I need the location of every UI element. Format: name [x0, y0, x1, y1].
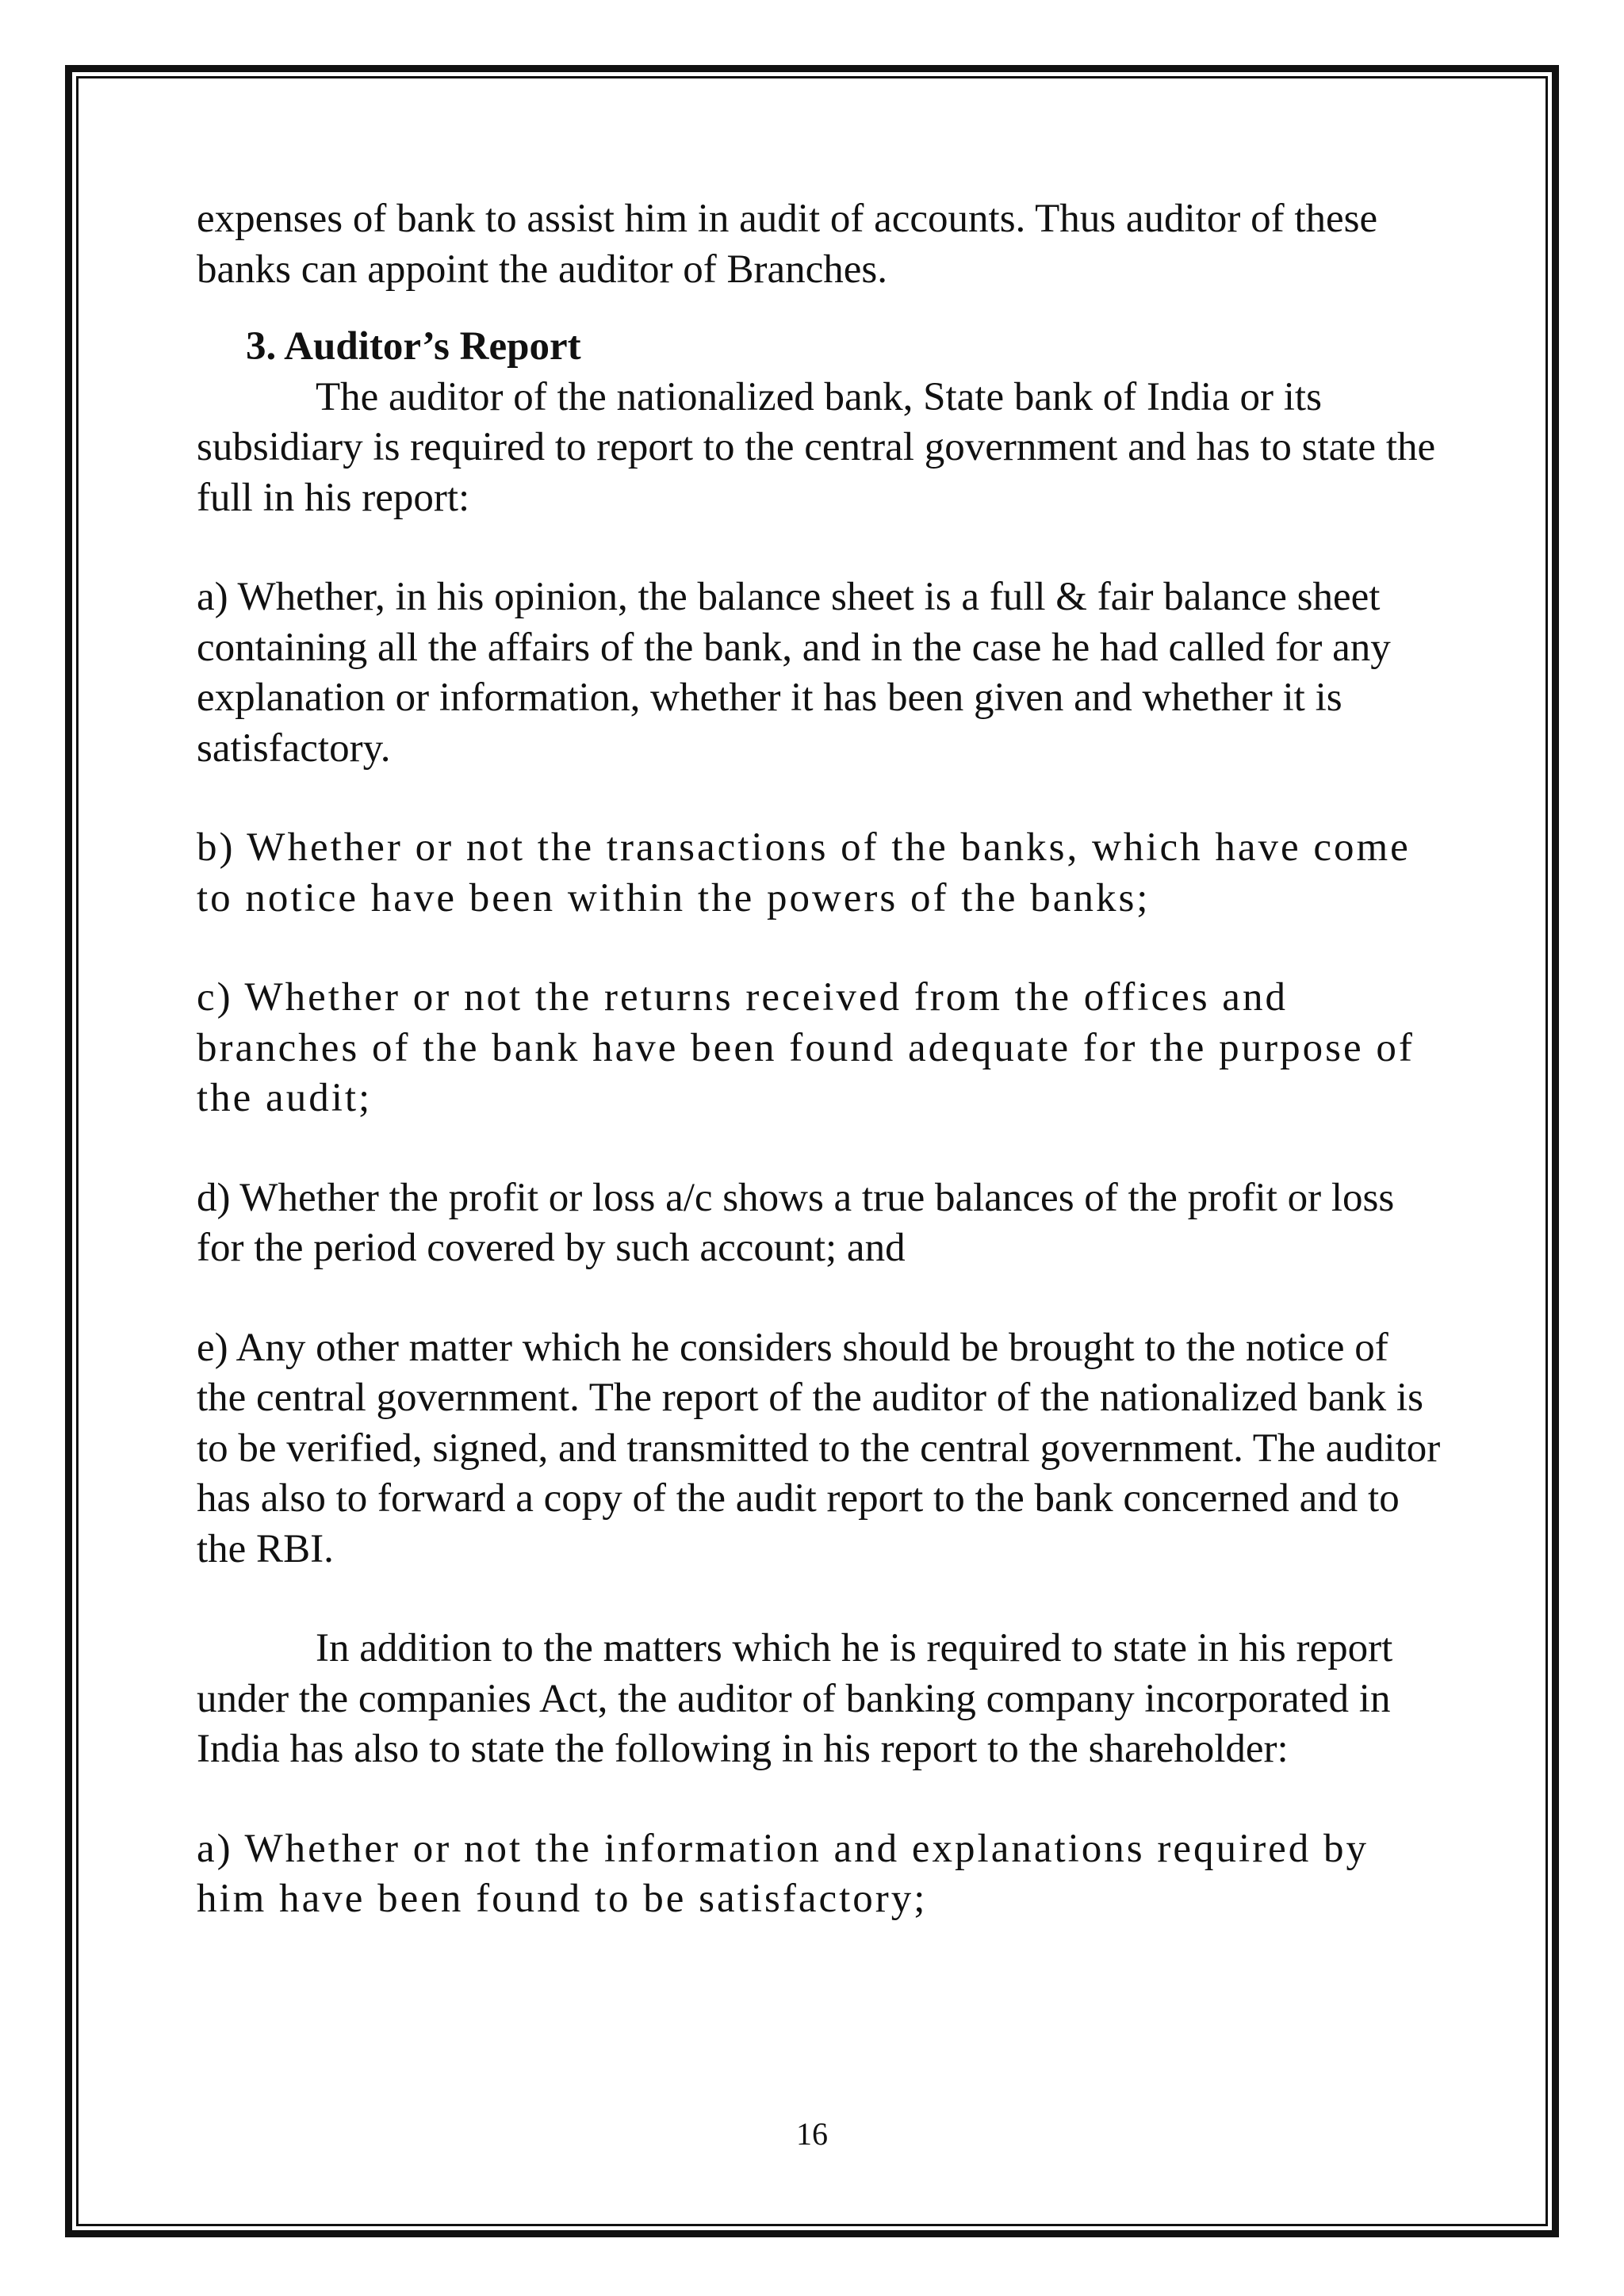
paragraph-intro: expenses of bank to assist him in audit of accounts. Thus auditor of these banks can appoint the auditor of Branches. — [197, 197, 1378, 292]
list-item-b: b) Whether or not the transactions of the banks, which have come to notice have been within the powers of the banks; — [197, 825, 1411, 920]
list-item-a: a) Whether, in his opinion, the balance sheet is a full & fair balance sheet containing all the affairs of the bank, and in the case he had called for any explanation or information, whether it has been given and whether it is satisfactory. — [197, 575, 1391, 771]
list-item-e: e) Any other matter which he considers should be brought to the notice of the central government. The report of the auditor of the nationalized bank is to be verified, signed, and transmitted to the central government. The auditor has also to forward a copy of the audit report to the bank concerned and to the RBI. — [197, 1325, 1441, 1571]
page-content — [197, 194, 1442, 1925]
list-item-a-shareholder: a) Whether or not the information and explanations required by him have been found to be satisfactory; — [197, 1826, 1369, 1921]
list-item-c: c) Whether or not the returns received from the offices and branches of the bank have been found adequate for the purpose of the audit; — [197, 975, 1415, 1120]
list-item-d: d) Whether the profit or loss a/c shows a true balances of the profit or loss for the period covered by such account; and — [197, 1175, 1395, 1270]
paragraph-report: The auditor of the nationalized bank, State bank of India or its subsidiary is required to report to the central government and has to state the full in his report: — [197, 374, 1436, 520]
section-heading: 3. Auditor’s Report — [246, 324, 581, 369]
page-number: 16 — [796, 2116, 828, 2152]
paragraph-addition: In addition to the matters which he is required to state in his report under the companies Act, the auditor of banking company incorporated in India has also to state the following in his report to the shareholder: — [197, 1626, 1393, 1771]
